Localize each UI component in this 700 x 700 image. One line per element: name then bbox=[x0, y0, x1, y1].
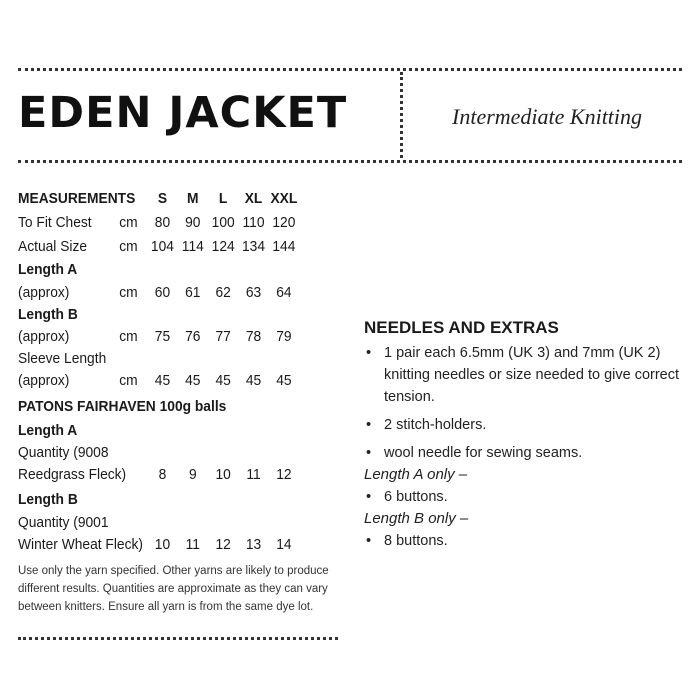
value-cell: 124 bbox=[211, 238, 235, 255]
value-cell: 10 bbox=[215, 466, 231, 483]
row-unit: cm bbox=[119, 372, 138, 389]
measurement-row-actual-size bbox=[18, 236, 312, 258]
value-cell: 100 bbox=[211, 214, 235, 231]
yarn-length-a-heading: Length A bbox=[18, 422, 78, 439]
value-cell: 79 bbox=[276, 328, 292, 345]
value-cell: 114 bbox=[181, 238, 204, 255]
value-cell: 75 bbox=[154, 328, 171, 345]
header-divider bbox=[18, 160, 682, 163]
measurement-row-length-b bbox=[18, 326, 312, 348]
yarn-length-a-row bbox=[18, 464, 312, 486]
size-xl: XL bbox=[244, 190, 263, 207]
value-cell: 61 bbox=[185, 284, 201, 301]
value-cell: 9 bbox=[188, 466, 197, 483]
yarn-heading: PATONS FAIRHAVEN 100g balls bbox=[18, 398, 227, 415]
value-cell: 45 bbox=[215, 372, 231, 389]
measurements-header-row bbox=[18, 188, 312, 210]
list-item bbox=[364, 414, 684, 436]
value-cell: 120 bbox=[272, 214, 296, 231]
row-unit: cm bbox=[119, 328, 138, 345]
list-item-text: 2 stitch-holders. bbox=[384, 417, 487, 433]
measurement-row-length-b-heading bbox=[18, 304, 312, 326]
bullet-icon: • bbox=[366, 417, 372, 433]
yarn-length-b-heading: Length B bbox=[18, 491, 78, 508]
value-cell: 76 bbox=[185, 328, 201, 345]
size-xxl: XXL bbox=[270, 190, 298, 207]
value-cell: 8 bbox=[158, 466, 167, 483]
bullet-icon: • bbox=[366, 533, 372, 549]
value-cell: 13 bbox=[245, 536, 262, 553]
yarn-length-a-heading-row bbox=[18, 420, 312, 442]
row-label: To Fit Chest bbox=[18, 214, 92, 231]
length-a-only-label: Length A only – bbox=[364, 466, 468, 483]
value-cell: 64 bbox=[276, 284, 292, 301]
value-cell: 63 bbox=[245, 284, 262, 301]
yarn-length-b-row bbox=[18, 534, 312, 556]
yarn-note: Use only the yarn specified. Other yarns are likely to produce different results. Quantities are approximate as they can vary between knitters. Ensure all yarn is from the same dye lot. bbox=[18, 565, 329, 613]
value-cell: 12 bbox=[276, 466, 292, 483]
row-label: (approx) bbox=[18, 372, 70, 389]
value-cell: 45 bbox=[245, 372, 262, 389]
row-label: (approx) bbox=[18, 328, 70, 345]
yarn-length-b-line1-row bbox=[18, 512, 312, 534]
value-cell: 77 bbox=[215, 328, 231, 345]
list-item-text: 6 buttons. bbox=[384, 489, 448, 505]
yarn-length-a-line1-row bbox=[18, 442, 312, 464]
bullet-icon: • bbox=[366, 445, 372, 461]
row-label: Length B bbox=[18, 306, 78, 323]
value-cell: 78 bbox=[245, 328, 262, 345]
value-cell: 12 bbox=[215, 536, 231, 553]
bullet-icon: • bbox=[366, 345, 372, 361]
row-label: Length A bbox=[18, 261, 78, 278]
list-item-text: 1 pair each 6.5mm (UK 3) and 7mm (UK 2) knitting needles or size needed to give correct tension. bbox=[384, 345, 680, 405]
yarn-length-b-line1: Quantity (9001 bbox=[18, 514, 109, 531]
row-unit: cm bbox=[119, 238, 138, 255]
bullet-icon: • bbox=[366, 489, 372, 505]
row-label: Actual Size bbox=[18, 238, 88, 255]
list-item-text: wool needle for sewing seams. bbox=[384, 445, 583, 461]
value-cell: 45 bbox=[276, 372, 292, 389]
yarn-heading-row bbox=[18, 396, 312, 418]
top-divider bbox=[18, 68, 682, 71]
size-m: M bbox=[187, 190, 199, 207]
list-item bbox=[364, 442, 684, 464]
yarn-length-a-line2: Reedgrass Fleck) bbox=[18, 466, 127, 483]
value-cell: 10 bbox=[154, 536, 171, 553]
row-unit: cm bbox=[119, 214, 138, 231]
value-cell: 11 bbox=[185, 536, 200, 553]
header-vertical-divider bbox=[400, 72, 403, 158]
list-item bbox=[364, 342, 684, 408]
value-cell: 80 bbox=[154, 214, 171, 231]
measurement-row-length-a-heading bbox=[18, 259, 312, 281]
value-cell: 60 bbox=[154, 284, 171, 301]
value-cell: 45 bbox=[185, 372, 201, 389]
yarn-length-b-line2: Winter Wheat Fleck) bbox=[18, 536, 143, 553]
value-cell: 11 bbox=[246, 466, 261, 483]
value-cell: 110 bbox=[242, 214, 265, 231]
skill-level: Intermediate Knitting bbox=[452, 104, 643, 129]
measurement-row-length-a bbox=[18, 282, 312, 304]
page-title: EDEN JACKET bbox=[18, 88, 348, 138]
row-label: Sleeve Length bbox=[18, 350, 107, 367]
measurement-row-sleeve bbox=[18, 370, 312, 392]
value-cell: 134 bbox=[242, 238, 266, 255]
measurements-heading: MEASUREMENTS bbox=[18, 190, 136, 207]
list-item bbox=[364, 530, 684, 552]
list-item bbox=[364, 486, 684, 508]
length-b-only-label: Length B only – bbox=[364, 510, 469, 527]
value-cell: 62 bbox=[215, 284, 231, 301]
list-item-text: 8 buttons. bbox=[384, 533, 448, 549]
size-l: L bbox=[218, 190, 228, 207]
yarn-length-a-line1: Quantity (9008 bbox=[18, 444, 109, 461]
row-label: (approx) bbox=[18, 284, 70, 301]
bottom-divider bbox=[18, 637, 338, 640]
value-cell: 144 bbox=[272, 238, 296, 255]
yarn-length-b-heading-row bbox=[18, 489, 312, 511]
size-s: S bbox=[157, 190, 168, 207]
value-cell: 104 bbox=[150, 238, 174, 255]
value-cell: 14 bbox=[276, 536, 292, 553]
row-unit: cm bbox=[119, 284, 138, 301]
needles-section bbox=[364, 318, 684, 552]
measurement-row-chest bbox=[18, 212, 312, 234]
needles-heading: NEEDLES AND EXTRAS bbox=[364, 318, 559, 337]
measurement-row-sleeve-heading bbox=[18, 348, 312, 370]
value-cell: 90 bbox=[185, 214, 201, 231]
value-cell: 45 bbox=[154, 372, 171, 389]
